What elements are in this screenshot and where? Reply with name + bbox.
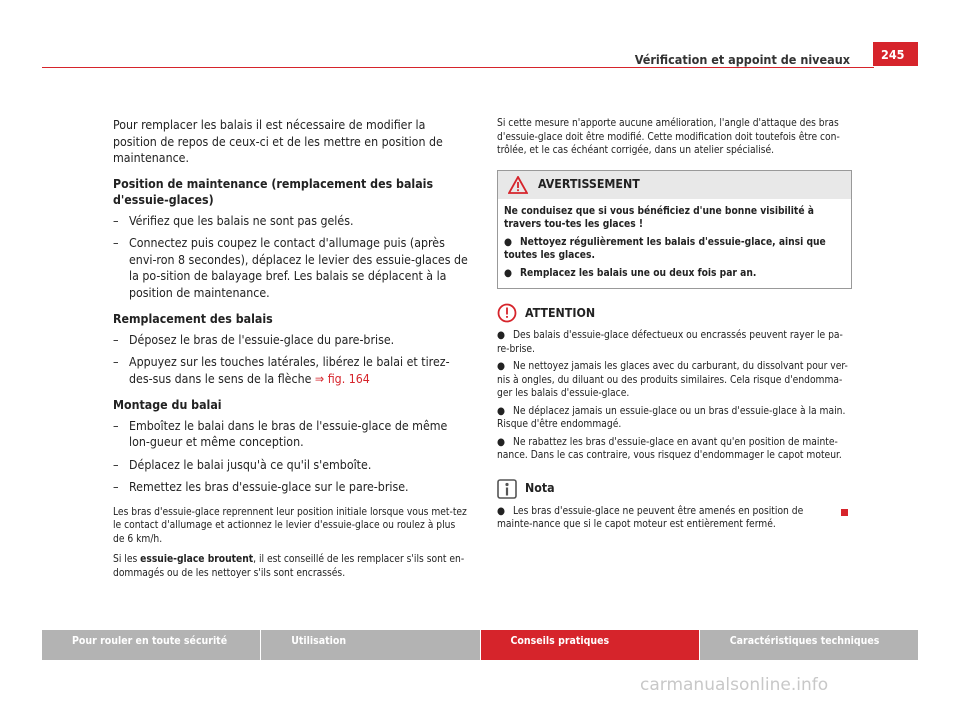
- nota-title: Nota: [525, 481, 555, 496]
- footer-tab-usage[interactable]: Utilisation: [261, 630, 479, 660]
- right-column: [497, 117, 852, 536]
- footer-tab-safety[interactable]: Pour rouler en toute sécurité: [42, 630, 260, 660]
- attention-exclamation-icon: [497, 303, 517, 323]
- warning-triangle-icon: [508, 176, 528, 194]
- list-item: – Vérifiez que les balais ne sont pas gelés.: [113, 213, 354, 228]
- intro-paragraph: Si cette mesure n'apporte aucune amélioration, l'angle d'attaque des bras d'essuie-glace doit être modifié. Cette modification doit toutefois être con-trôlée, et le cas échéant corrigée, dans un atelier spécialisé.: [497, 118, 840, 156]
- note-paragraph: Si les essuie-glace broutent, il est conseillé de les remplacer s'ils sont en-dommagés ou de les nettoyer s'ils sont encrassés.: [113, 554, 465, 579]
- nota-header: [497, 479, 852, 499]
- footer-nav: [42, 630, 918, 660]
- watermark: carmanualsonline.info: [640, 675, 829, 695]
- warning-title: AVERTISSEMENT: [538, 177, 640, 192]
- warning-header: [498, 171, 851, 199]
- warning-box: [497, 170, 852, 290]
- footer-tab-practical-tips[interactable]: Conseils pratiques: [481, 630, 699, 660]
- intro-paragraph: Pour remplacer les balais il est nécessaire de modifier la position de repos de ceux-ci et de les mettre en position de maintenance.: [113, 118, 443, 165]
- header-rule: [42, 67, 874, 68]
- list-item: ● Nettoyez régulièrement les balais d'essuie-glace, ainsi que toutes les glaces.: [504, 236, 826, 261]
- footer-tab-technical-specs[interactable]: Caractéristiques techniques: [700, 630, 918, 660]
- list-item: – Remettez les bras d'essuie-glace sur le pare-brise.: [113, 480, 409, 494]
- list-item: ● Ne déplacez jamais un essuie-glace ou un bras d'essuie-glace à la main. Risque d'être endommagé.: [497, 405, 846, 430]
- running-header-title: Vérification et appoint de niveaux: [634, 52, 850, 67]
- section-heading-mounting: Montage du balai: [113, 398, 222, 412]
- info-note-icon: [497, 479, 517, 499]
- warning-body: Ne conduisez que si vous bénéficiez d'une bonne visibilité à travers tou-tes les glaces ! ● Nettoyez régulièrement les balais d'essuie-glace, ainsi que toutes les glaces. ● Remplacez les balais une ou deux fois par an.: [498, 199, 851, 289]
- page-number: 245: [873, 42, 918, 66]
- section-heading-maintenance: Position de maintenance (remplacement des balais d'essuie-glaces): [113, 176, 434, 207]
- figure-reference-link[interactable]: ⇒ fig. 164: [314, 371, 370, 386]
- list-item: ● Ne rabattez les bras d'essuie-glace en avant qu'en position de mainte-nance. Dans le cas contraire, vous risquez d'endommager le capot moteur.: [497, 436, 842, 461]
- attention-header: [497, 303, 852, 323]
- list-item: – Déplacez le balai jusqu'à ce qu'il s'emboîte.: [113, 457, 372, 472]
- section-heading-replacement: Remplacement des balais: [113, 312, 273, 326]
- list-item: – Emboîtez le balai dans le bras de l'essuie-glace de même lon-gueur et même conception.: [113, 418, 448, 449]
- note-paragraph: Les bras d'essuie-glace reprennent leur position initiale lorsque vous met-tez le contact d'allumage et actionnez le levier d'essuie-glace ou roulez à plus de 6 km/h.: [113, 506, 467, 545]
- list-item: – Appuyez sur les touches latérales, libérez le balai et tirez-des-sus dans le sens de la flèche ⇒ fig. 164: [113, 355, 450, 386]
- list-item: – Déposez le bras de l'essuie-glace du pare-brise.: [113, 332, 395, 347]
- left-column: [113, 117, 468, 587]
- list-item: – Connectez puis coupez le contact d'allumage puis (après envi-ron 8 secondes), déplacez le levier des essuie-glaces de la po-sition de balayage bref. Les balais se déplacent à la position de maintenance.: [113, 236, 468, 300]
- list-item: ● Les bras d'essuie-glace ne peuvent être amenés en position de mainte-nance que si le capot moteur est entièrement fermé.: [497, 505, 852, 532]
- list-item: ● Des balais d'essuie-glace défectueux ou encrassés peuvent rayer le pa-re-brise.: [497, 330, 843, 355]
- attention-title: ATTENTION: [525, 305, 596, 320]
- list-item: ● Remplacez les balais une ou deux fois par an.: [504, 267, 757, 279]
- list-item: ● Ne nettoyez jamais les glaces avec du carburant, du dissolvant pour ver-nis à ongles, du diluant ou des produits similaires. Cela risque d'endomma-ger les balais d'essuie-glace.: [497, 361, 848, 399]
- section-end-marker: [841, 509, 848, 516]
